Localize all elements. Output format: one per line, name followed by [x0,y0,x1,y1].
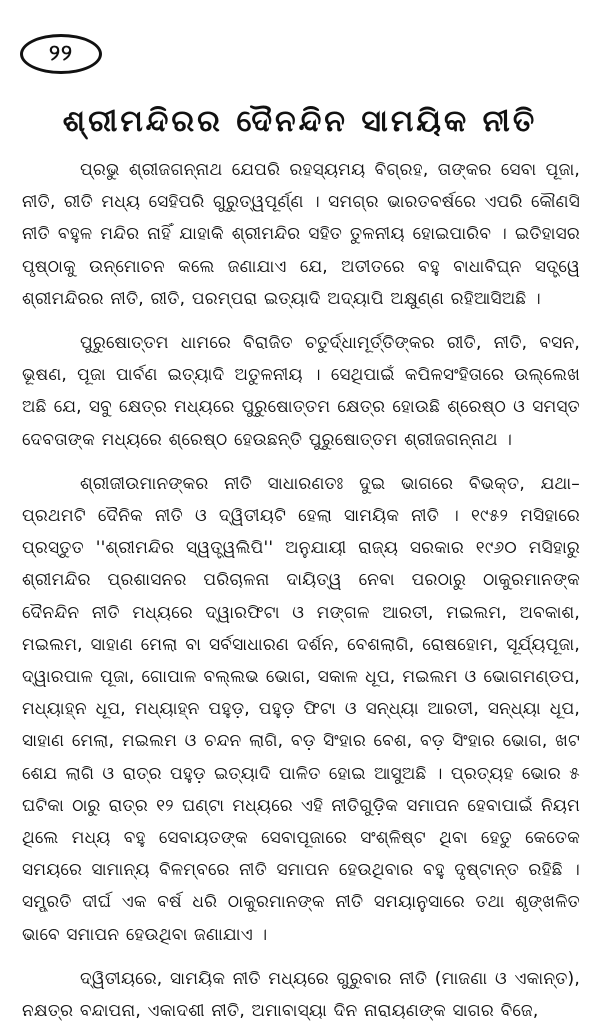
chapter-title: ଶ୍ରୀମନ୍ଦିରର ଦୈନନ୍ଦିନ ସାମୟିକ ନୀତି [62,104,538,139]
paragraph-2: ପୁରୁଷୋତ୍ତମ ଧାମରେ ବିରାଜିତ ଚତୁର୍ଦ୍ଧାମୂର୍ତ୍ତିଙ୍କର ରୀତି, ନୀତି, ବସନ, ଭୂଷଣ, ପୂଜା ପାର୍ବଣ ଇତ୍ୟାଦି ଅତୁଳନୀୟ । ସେଥିପାଇଁ କପିଳସଂହିତାରେ ଉଲ୍ଲେଖ ଅଛି ଯେ, ସବୁ କ୍ଷେତ୍ର ମଧ୍ୟରେ ପୁରୁଷୋତ୍ତମ କ୍ଷେତ୍ର ହୋଉଛି ଶ୍ରେଷ୍ଠ ଓ ସମସ୍ତ ଦେବତାଙ୍କ ମଧ୍ୟରେ ଶ୍ରେଷ୍ଠ ହେଉଛନ୍ତି ପୁରୁଷୋତ୍ତମ ଶ୍ରୀଜଗନ୍ନାଥ । [22,333,580,450]
paragraph-4: ଦ୍ୱିତୀୟରେ, ସାମୟିକ ନୀତି ମଧ୍ୟରେ ଗୁରୁବାର ନୀତି (ମାଜଣା ଓ ଏକାନ୍ତ), ନକ୍ଷତ୍ର ବନ୍ଦାପନା, ଏକାଦଶୀ ନୀତି, ଅମାବାସ୍ୟା ଦିନ ନାରାୟଣଙ୍କ ସାଗର ବିଜେ, [22,968,580,1022]
paragraph-1: ପ୍ରଭୁ ଶ୍ରୀଜଗନ୍ନାଥ ଯେପରି ରହସ୍ୟମୟ ବିଗ୍ରହ, ତାଙ୍କର ସେବା ପୂଜା, ନୀତି, ରୀତି ମଧ୍ୟ ସେହିପରି ଗୁରୁତ୍ୱପୂର୍ଣ୍ଣ । ସମଗ୍ର ଭାରତବର୍ଷରେ ଏପରି କୌଣସି ନୀତି ବହୁଳ ମନ୍ଦିର ନାହିଁ ଯାହାକି ଶ୍ରୀମନ୍ଦିର ସହିତ ତୁଳନୀୟ ହୋଇପାରିବ । ଇତିହାସର ପୃଷ୍ଠାକୁ ଉନ୍ମୋଚନ କଲେ ଜଣାଯାଏ ଯେ, ଅତୀତରେ ବହୁ ବାଧାବିଘ୍ନ ସତ୍ତ୍ୱେ ଶ୍ରୀମନ୍ଦିରର ନୀତି, ରୀତି, ପରମ୍ପରା ଇତ୍ୟାଦି ଅଦ୍ୟାପି ଅକ୍ଷୁଣ୍ଣ ରହିଆସିଅଛି । [22,160,580,309]
body-text [22,154,580,1027]
page-number: ୨୨ [20,34,102,74]
paragraph-3: ଶ୍ରୀଜୀଉମାନଙ୍କର ନୀତି ସାଧାରଣତଃ ଦୁଇ ଭାଗରେ ବିଭକ୍ତ, ଯଥା– ପ୍ରଥମଟି ଦୈନିକ ନୀତି ଓ ଦ୍ୱିତୀୟଟି ହେଲା ସାମୟିକ ନୀତି । ୧୯୫୨ ମସିହାରେ ପ୍ରସ୍ତୁତ ''ଶ୍ରୀମନ୍ଦିର ସ୍ୱତ୍ତ୍ୱଲିପି'' ଅନୁଯାୟୀ ରାଜ୍ୟ ସରକାର ୧୯୬୦ ମସିହାରୁ ଶ୍ରୀମନ୍ଦିର ପ୍ରଶାସନର ପରିଚାଳନା ଦାୟିତ୍ୱ ନେବା ପରଠାରୁ ଠାକୁରମାନଙ୍କ ଦୈନନ୍ଦିନ ନୀତି ମଧ୍ୟରେ ଦ୍ୱାରଫିଟା ଓ ମଙ୍ଗଳ ଆରତୀ, ମଇଲମ, ଅବକାଶ, ମଇଲମ, ସାହାଣ ମେଲା ବା ସର୍ବସାଧାରଣ ଦର୍ଶନ, ବେଶଲାଗି, ରୋଷହୋମ, ସୂର୍ଯ୍ୟପୂଜା, ଦ୍ୱାରପାଳ ପୂଜା, ଗୋପାଳ ବଲ୍ଲଭ ଭୋଗ, ସକାଳ ଧୂପ, ମଇଲମ ଓ ଭୋଗମଣ୍ଡପ, ମଧ୍ୟାହ୍ନ ଧୂପ, ମଧ୍ୟାହ୍ନ ପହୁଡ଼, ପହୁଡ଼ ଫିଟା ଓ ସନ୍ଧ୍ୟା ଆରତୀ, ସନ୍ଧ୍ୟା ଧୂପ, ସାହାଣ ମେଲା, ମଇଲମ ଓ ଚନ୍ଦନ ଲାଗି, ବଡ଼ ସିଂହାର ବେଶ, ବଡ଼ ସିଂହାର ଭୋଗ, ଖଟ ଶେଯ ଲାଗି ଓ ରାତ୍ର ପହୁଡ଼ ଇତ୍ୟାଦି ପାଳିତ ହୋଇ ଆସୁଅଛି । ପ୍ରତ୍ୟହ ଭୋର ୫ ଘଟିକା ଠାରୁ ରାତ୍ର ୧୨ ଘଣ୍ଟା ମଧ୍ୟରେ ଏହି ନୀତିଗୁଡ଼ିକ ସମାପନ ହେବାପାଇଁ ନିୟମ ଥିଲେ ମଧ୍ୟ ବହୁ ସେବାୟତଙ୍କ ସେବାପୂଜାରେ ସଂଶ୍ଳିଷ୍ଟ ଥିବା ହେତୁ କେତେକ ସମୟରେ ସାମାନ୍ୟ ବିଳମ୍ବରେ ନୀତି ସମାପନ ହେଉଥିବାର ବହୁ ଦୃଷ୍ଟାନ୍ତ ରହିଛି । ସମ୍ପ୍ରତି ଦୀର୍ଘ ଏକ ବର୍ଷ ଧରି ଠାକୁରମାନଙ୍କ ନୀତି ସମୟାନୁସାରେ ତଥା ଶୃଙ୍ଖଳିତ ଭାବେ ସମାପନ ହେଉଥିବା ଜଣାଯାଏ । [22,473,580,945]
